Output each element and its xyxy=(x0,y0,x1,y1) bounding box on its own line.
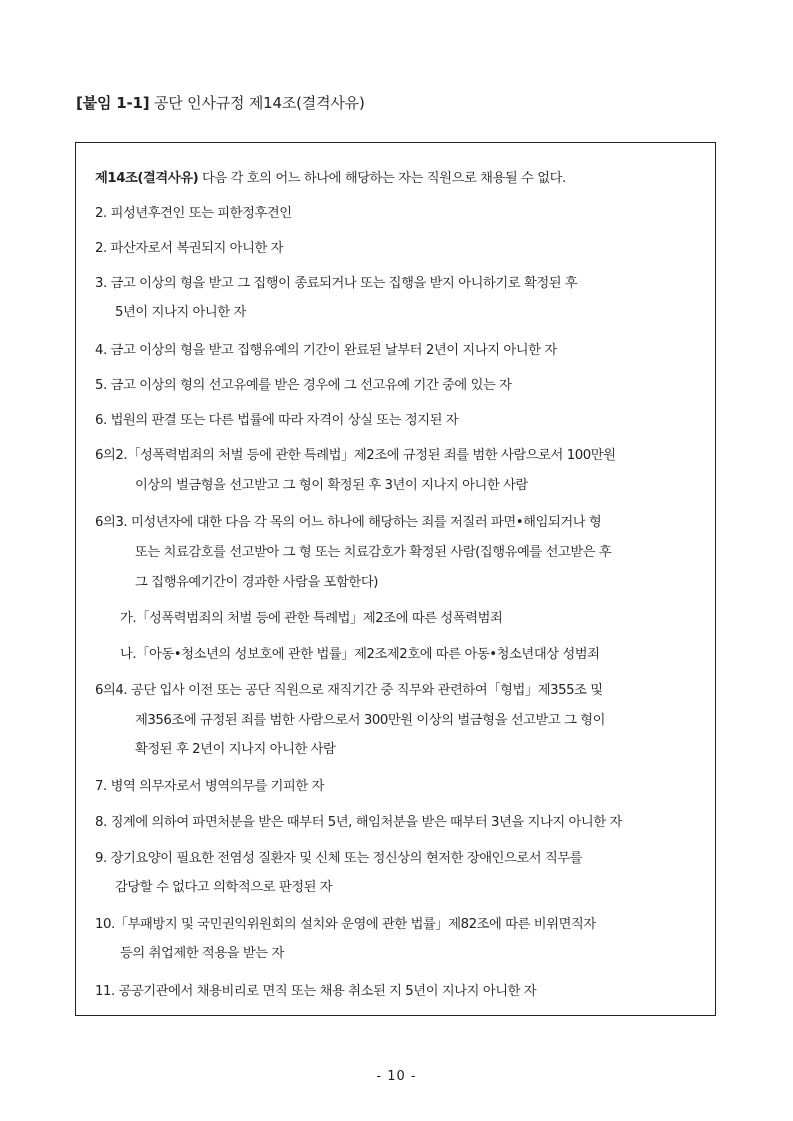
attachment-tag: [붙임 1-1] xyxy=(76,94,150,112)
sub-clause-line: 나.「아동•청소년의 성보호에 관한 법률」제2조제2호에 따른 아동•청소년대상 성범죄 xyxy=(120,647,600,662)
clause-line: 10.「부패방지 및 국민권익위원회의 설치와 운영에 관한 법률」제82조에 따른 비위면직자 xyxy=(95,917,596,932)
page-number: - 10 - xyxy=(376,1069,417,1084)
clause-line: 그 집행유예기간이 경과한 사람을 포함한다) xyxy=(135,575,378,590)
clause-line: 7. 병역 의무자로서 병역의무를 기피한 자 xyxy=(95,779,324,794)
clause-line: 제356조에 규정된 죄를 범한 사람으로서 300만원 이상의 벌금형을 선고받고 그 형이 xyxy=(135,713,606,728)
clause-line: 5년이 지나지 아니한 자 xyxy=(115,305,246,320)
clause-line: 6의2.「성폭력범죄의 처벌 등에 관한 특례법」제2조에 규정된 죄를 범한 사람으로서 100만원 xyxy=(95,448,616,463)
article-intro xyxy=(95,170,700,188)
clause-line: 2. 피성년후견인 또는 피한정후견인 xyxy=(95,206,292,221)
page-heading xyxy=(76,92,365,113)
clause-line: 11. 공공기관에서 채용비리로 면직 또는 채용 취소된 지 5년이 지나지 아니한 자 xyxy=(95,984,537,999)
clause-line: 확정된 후 2년이 지나지 아니한 사람 xyxy=(135,742,336,757)
article-intro-text: 다음 각 호의 어느 하나에 해당하는 자는 직원으로 채용될 수 없다. xyxy=(202,171,566,186)
clause-line: 3. 금고 이상의 형을 받고 그 집행이 종료되거나 또는 집행을 받지 아니하기로 확정된 후 xyxy=(95,276,578,291)
clause-line: 6의3. 미성년자에 대한 다음 각 목의 어느 하나에 해당하는 죄를 저질러 파면•해임되거나 형 xyxy=(95,515,602,530)
clause-line: 이상의 벌금형을 선고받고 그 형이 확정된 후 3년이 지나지 아니한 사람 xyxy=(135,478,528,493)
heading-title: 공단 인사규정 제14조(결격사유) xyxy=(154,94,365,112)
clause-line: 9. 장기요양이 필요한 전염성 질환자 및 신체 또는 정신상의 현저한 장애인으로서 직무를 xyxy=(95,851,583,866)
clause-line: 감당할 수 없다고 의학적으로 판정된 자 xyxy=(115,880,333,895)
clause-line: 8. 징계에 의하여 파면처분을 받은 때부터 5년, 해임처분을 받은 때부터 3년을 지나지 아니한 자 xyxy=(95,815,622,830)
clause-line: 6. 법원의 판결 또는 다른 법률에 따라 자격이 상실 또는 정지된 자 xyxy=(95,413,459,428)
clause-line: 등의 취업제한 적용을 받는 자 xyxy=(120,946,284,961)
article-lead: 제14조(결격사유) xyxy=(95,171,199,186)
clause-line: 5. 금고 이상의 형의 선고유예를 받은 경우에 그 선고유예 기간 중에 있는 자 xyxy=(95,378,512,393)
clause-line: 2. 파산자로서 복권되지 아니한 자 xyxy=(95,241,284,256)
clause-line: 또는 치료감호를 선고받아 그 형 또는 치료감호가 확정된 사람(집행유예를 선고받은 후 xyxy=(135,545,612,560)
clause-line: 4. 금고 이상의 형을 받고 집행유예의 기간이 완료된 날부터 2년이 지나지 아니한 자 xyxy=(95,343,557,358)
clause-line: 6의4. 공단 입사 이전 또는 공단 직원으로 재직기간 중 직무와 관련하여「형법」제355조 및 xyxy=(95,683,603,698)
sub-clause-line: 가.「성폭력범죄의 처벌 등에 관한 특례법」제2조에 따른 성폭력범죄 xyxy=(120,611,503,626)
